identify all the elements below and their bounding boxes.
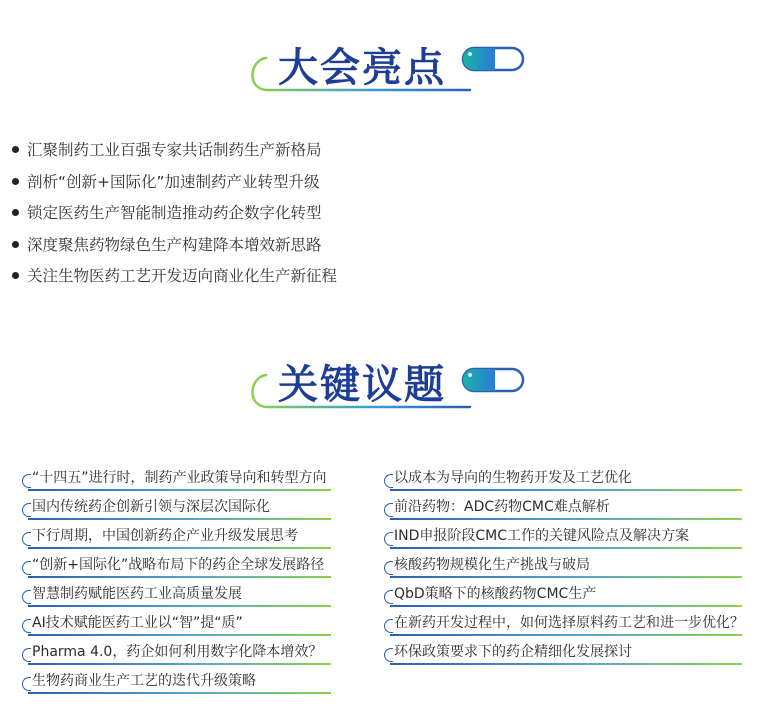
topic-underline bbox=[28, 692, 331, 694]
highlight-text: 深度聚焦药物绿色生产构建降本增效新思路 bbox=[27, 235, 322, 254]
topic-text: “十四五”进行时，制药产业政策导向和转型方向 bbox=[32, 470, 327, 486]
section-header-highlights bbox=[0, 30, 761, 100]
bracket-icon bbox=[384, 532, 393, 546]
topic-text: 生物药商业生产工艺的迭代升级策略 bbox=[32, 673, 256, 689]
bullet-icon bbox=[12, 209, 19, 216]
topic-underline bbox=[28, 576, 331, 578]
topic-text: 在新药开发过程中，如何选择原料药工艺和进一步优化？ bbox=[394, 615, 744, 631]
bracket-icon bbox=[384, 590, 393, 604]
highlight-item bbox=[12, 136, 337, 168]
topic-underline bbox=[28, 547, 331, 549]
topic-text: IND申报阶段CMC工作的关键风险点及解决方案 bbox=[394, 528, 690, 544]
topic-text: 下行周期，中国创新药企产业升级发展思考 bbox=[32, 528, 298, 544]
topic-text: 以成本为导向的生物药开发及工艺优化 bbox=[394, 470, 632, 486]
highlight-item bbox=[12, 262, 337, 294]
topic-underline bbox=[28, 663, 331, 665]
topic-underline bbox=[390, 576, 742, 578]
topic-text: 环保政策要求下的药企精细化发展探讨 bbox=[394, 644, 632, 660]
topic-underline bbox=[390, 547, 742, 549]
topic-underline bbox=[28, 634, 331, 636]
highlight-text: 剖析“创新+国际化”加速制药产业转型升级 bbox=[27, 172, 320, 191]
highlight-text: 汇聚制药工业百强专家共话制药生产新格局 bbox=[27, 141, 322, 159]
bullet-icon bbox=[12, 178, 19, 185]
bracket-icon bbox=[22, 648, 31, 662]
bracket-icon bbox=[384, 648, 393, 662]
bracket-icon bbox=[384, 503, 393, 517]
bullet-icon bbox=[12, 272, 19, 279]
highlights-list bbox=[12, 136, 337, 294]
bullet-icon bbox=[12, 241, 19, 248]
topic-underline bbox=[28, 489, 331, 491]
bracket-icon bbox=[384, 474, 393, 488]
bracket-icon bbox=[22, 590, 31, 604]
topic-text: 国内传统药企创新引领与深层次国际化 bbox=[32, 499, 270, 515]
topic-text: QbD策略下的核酸药物CMC生产 bbox=[394, 586, 597, 602]
topic-underline bbox=[390, 489, 742, 491]
bracket-icon bbox=[384, 561, 393, 575]
highlight-text: 关注生物医药工艺开发迈向商业化生产新征程 bbox=[27, 267, 338, 285]
topic-text: “创新+国际化”战略布局下的药企全球发展路径 bbox=[32, 557, 325, 573]
highlight-text: 锁定医药生产智能制造推动药企数字化转型 bbox=[27, 204, 322, 222]
bullet-icon bbox=[12, 146, 19, 153]
highlight-item bbox=[12, 168, 337, 200]
bracket-icon bbox=[22, 561, 31, 575]
topic-underline bbox=[28, 605, 331, 607]
section-title-topics: 关键议题 bbox=[278, 362, 446, 408]
bracket-icon bbox=[384, 619, 393, 633]
highlight-item bbox=[12, 199, 337, 231]
topic-text: 核酸药物规模化生产挑战与破局 bbox=[394, 557, 590, 573]
topic-underline bbox=[390, 634, 742, 636]
topic-text: 前沿药物：ADC药物CMC难点解析 bbox=[394, 499, 610, 515]
bracket-icon bbox=[22, 619, 31, 633]
bracket-icon bbox=[22, 677, 31, 691]
bracket-icon bbox=[22, 503, 31, 517]
section-title-highlights: 大会亮点 bbox=[278, 45, 446, 91]
topic-underline bbox=[28, 518, 331, 520]
bracket-icon bbox=[22, 474, 31, 488]
topic-underline bbox=[390, 605, 742, 607]
topic-text: Pharma 4.0，药企如何利用数字化降本增效？ bbox=[32, 644, 323, 660]
highlight-item bbox=[12, 231, 337, 263]
section-header-topics bbox=[0, 347, 761, 417]
topic-text: 智慧制药赋能医药工业高质量发展 bbox=[32, 586, 242, 602]
topic-underline bbox=[390, 518, 742, 520]
topic-underline bbox=[390, 663, 742, 665]
bracket-icon bbox=[22, 532, 31, 546]
topic-text: AI技术赋能医药工业以“智”提“质” bbox=[32, 615, 243, 631]
